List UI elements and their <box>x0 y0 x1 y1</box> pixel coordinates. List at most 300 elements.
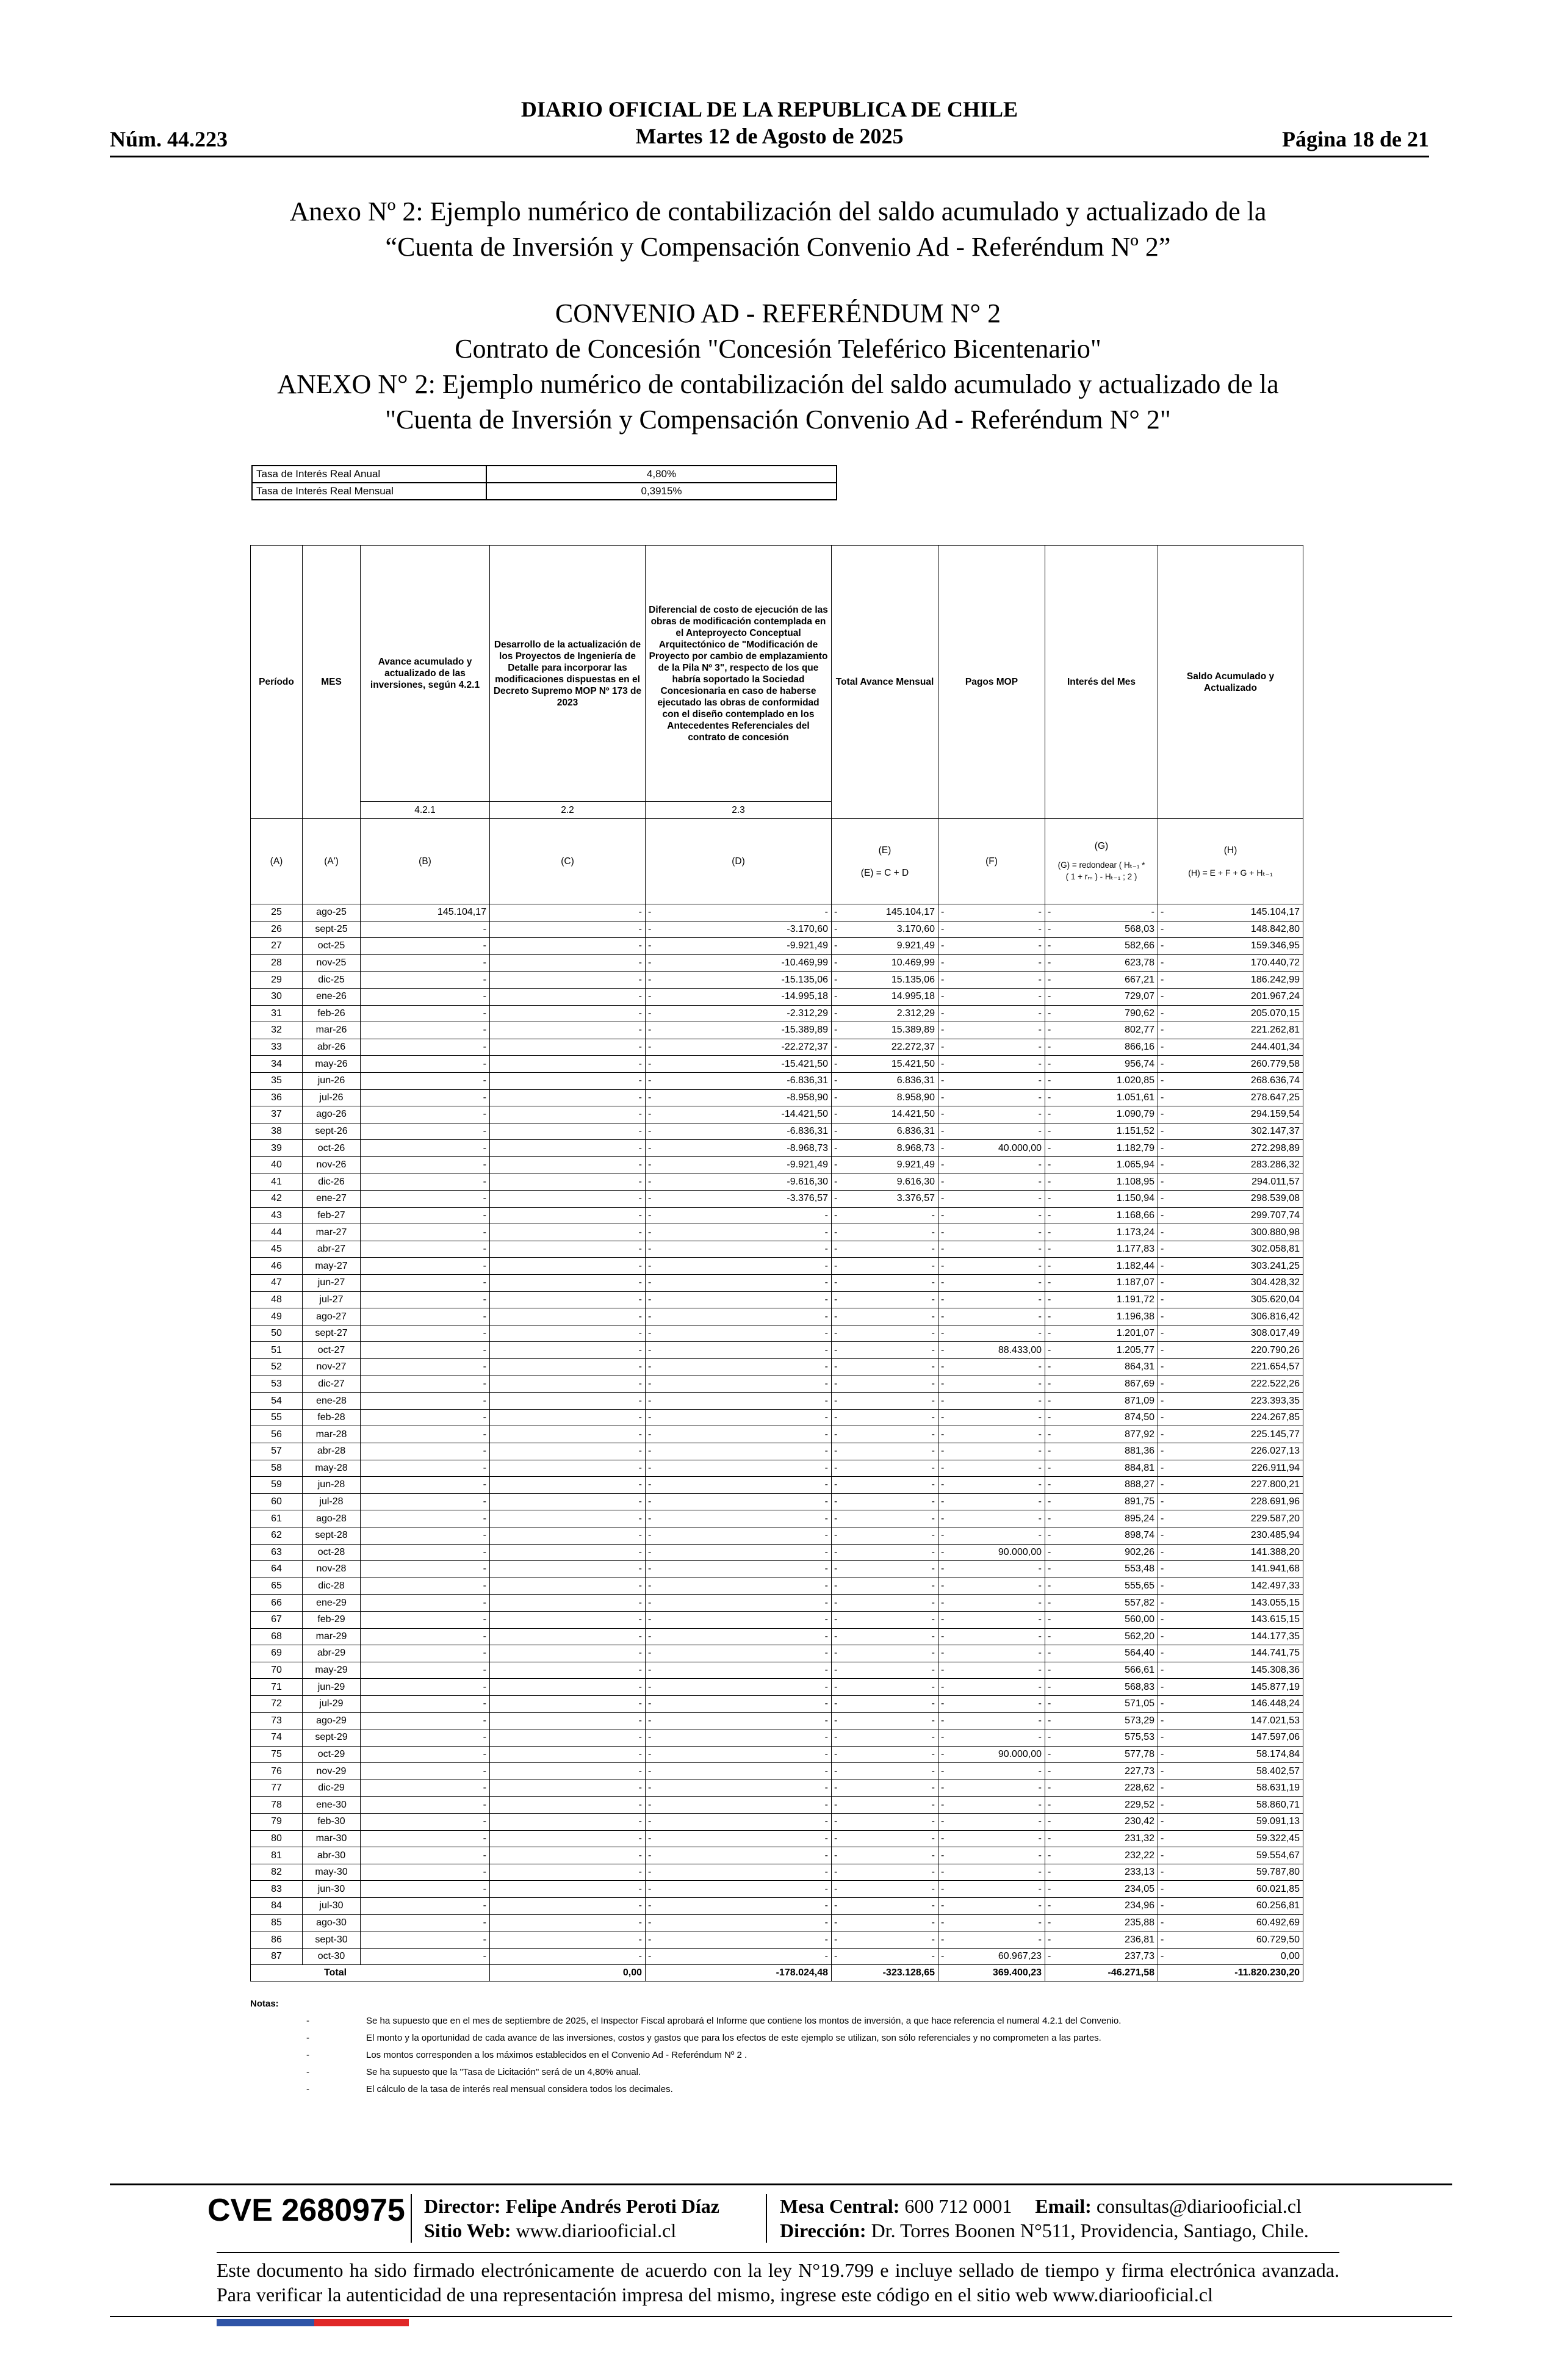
cell-periodo: 27 <box>251 938 303 955</box>
cell-d: - - <box>646 1830 832 1847</box>
cell-periodo: 34 <box>251 1056 303 1073</box>
cell-mes: nov-25 <box>303 954 361 972</box>
cell-c: - <box>490 1174 646 1191</box>
cell-b: - <box>361 1561 490 1578</box>
cell-d: - -10.469,99 <box>646 954 832 972</box>
cell-g: - 1.173,24 <box>1045 1224 1158 1241</box>
table-row <box>251 1140 1303 1157</box>
total-c: 0,00 <box>490 1965 646 1982</box>
cell-h: - 225.145,77 <box>1158 1426 1303 1443</box>
cell-d: - - <box>646 1595 832 1612</box>
cell-f: - - <box>938 954 1045 972</box>
cell-g: - 555,65 <box>1045 1578 1158 1595</box>
cell-f: - - <box>938 1460 1045 1477</box>
cell-h: - 226.027,13 <box>1158 1443 1303 1460</box>
cell-mes: ago-29 <box>303 1712 361 1729</box>
cell-b: - <box>361 1325 490 1342</box>
table-row <box>251 954 1303 972</box>
table-row <box>251 1325 1303 1342</box>
cell-g: - 898,74 <box>1045 1527 1158 1544</box>
cell-mes: ene-29 <box>303 1595 361 1612</box>
cell-h: - 170.440,72 <box>1158 954 1303 972</box>
cell-mes: feb-29 <box>303 1611 361 1628</box>
cell-e: - 6.836,31 <box>832 1072 938 1089</box>
col-header-f: Pagos MOP <box>938 546 1045 819</box>
cell-g: - 1.065,94 <box>1045 1156 1158 1174</box>
cell-g: - 1.168,66 <box>1045 1207 1158 1224</box>
rate-row-annual <box>252 466 837 483</box>
cell-g: - 1.182,79 <box>1045 1140 1158 1157</box>
cell-c: - <box>490 921 646 938</box>
site-line <box>424 2218 676 2243</box>
cell-c: - <box>490 1056 646 1073</box>
col-header-mes: MES <box>303 546 361 819</box>
cell-d: - - <box>646 1898 832 1915</box>
cell-f: - - <box>938 1022 1045 1039</box>
cell-h: - 60.492,69 <box>1158 1914 1303 1931</box>
cell-c: - <box>490 1881 646 1898</box>
cell-g: - 1.187,07 <box>1045 1275 1158 1292</box>
site-link[interactable]: www.diariooficial.cl <box>516 2220 677 2241</box>
flag-stripe-blue <box>217 2319 314 2326</box>
cell-g: - 234,05 <box>1045 1881 1158 1898</box>
doc-title-line4: "Cuenta de Inversión y Compensación Convenio Ad - Referéndum N° 2" <box>385 405 1171 435</box>
cell-mes: jul-29 <box>303 1695 361 1712</box>
letter-g: (G) <box>1094 841 1109 851</box>
cell-c: - <box>490 1662 646 1679</box>
cell-b: - <box>361 1763 490 1780</box>
cell-e: - - <box>832 1679 938 1696</box>
table-row <box>251 1493 1303 1510</box>
cell-f: - - <box>938 1426 1045 1443</box>
table-notes <box>250 1996 1288 2098</box>
cell-c: - <box>490 1106 646 1123</box>
cell-mes: nov-28 <box>303 1561 361 1578</box>
cell-mes: mar-27 <box>303 1224 361 1241</box>
cell-periodo: 46 <box>251 1258 303 1275</box>
cell-h: - 141.388,20 <box>1158 1544 1303 1561</box>
cell-c: - <box>490 1931 646 1949</box>
cell-c: - <box>490 1493 646 1510</box>
cell-g: - 236,81 <box>1045 1931 1158 1949</box>
cell-g: - - <box>1045 904 1158 921</box>
cell-periodo: 41 <box>251 1174 303 1191</box>
cell-g: - 1.108,95 <box>1045 1174 1158 1191</box>
cell-f: - - <box>938 1493 1045 1510</box>
cell-c: - <box>490 1847 646 1864</box>
cell-c: - <box>490 1443 646 1460</box>
site-label: Sitio Web: <box>424 2220 511 2241</box>
cell-f: - - <box>938 1611 1045 1628</box>
table-row <box>251 1595 1303 1612</box>
cell-b: - <box>361 1191 490 1208</box>
email-link[interactable]: consultas@diariooficial.cl <box>1096 2195 1302 2217</box>
table-row <box>251 1797 1303 1814</box>
cell-b: - <box>361 988 490 1005</box>
cell-periodo: 69 <box>251 1645 303 1662</box>
cell-periodo: 63 <box>251 1544 303 1561</box>
cell-f: - - <box>938 1477 1045 1494</box>
cell-f: - - <box>938 1072 1045 1089</box>
cell-d: - - <box>646 904 832 921</box>
cell-c: - <box>490 1258 646 1275</box>
cell-h: - 268.636,74 <box>1158 1072 1303 1089</box>
cell-f: - - <box>938 1376 1045 1393</box>
letter-c: (C) <box>490 819 646 904</box>
cell-e: - - <box>832 1275 938 1292</box>
total-g: -46.271,58 <box>1045 1965 1158 1982</box>
cell-c: - <box>490 1914 646 1931</box>
cell-d: - - <box>646 1376 832 1393</box>
cell-d: - -14.995,18 <box>646 988 832 1005</box>
cell-f: - - <box>938 1156 1045 1174</box>
cell-c: - <box>490 1376 646 1393</box>
cell-g: - 230,42 <box>1045 1814 1158 1831</box>
cell-h: - 60.729,50 <box>1158 1931 1303 1949</box>
cell-b: - <box>361 1847 490 1864</box>
cell-g: - 1.051,61 <box>1045 1089 1158 1106</box>
letter-f: (F) <box>938 819 1045 904</box>
table-row <box>251 1477 1303 1494</box>
cell-mes: oct-25 <box>303 938 361 955</box>
cell-f: - - <box>938 1864 1045 1881</box>
cell-b: - <box>361 1039 490 1056</box>
cell-d: - -9.921,49 <box>646 938 832 955</box>
cell-c: - <box>490 1595 646 1612</box>
cell-periodo: 39 <box>251 1140 303 1157</box>
cell-e: - - <box>832 1409 938 1426</box>
cell-g: - 902,26 <box>1045 1544 1158 1561</box>
cell-b: - <box>361 1695 490 1712</box>
cell-e: - 15.135,06 <box>832 972 938 989</box>
total-label: Total <box>251 1965 490 1982</box>
cell-mes: jul-26 <box>303 1089 361 1106</box>
cell-periodo: 79 <box>251 1814 303 1831</box>
cell-periodo: 82 <box>251 1864 303 1881</box>
cell-d: - - <box>646 1780 832 1797</box>
cell-d: - -22.272,37 <box>646 1039 832 1056</box>
cell-b: - <box>361 938 490 955</box>
table-row <box>251 1729 1303 1747</box>
cell-c: - <box>490 1780 646 1797</box>
cell-periodo: 80 <box>251 1830 303 1847</box>
table-row <box>251 1460 1303 1477</box>
cell-e: - - <box>832 1645 938 1662</box>
cell-c: - <box>490 1409 646 1426</box>
cell-mes: jul-27 <box>303 1291 361 1308</box>
cell-c: - <box>490 1039 646 1056</box>
cell-g: - 233,13 <box>1045 1864 1158 1881</box>
cell-e: - - <box>832 1931 938 1949</box>
cell-mes: may-29 <box>303 1662 361 1679</box>
cell-mes: oct-27 <box>303 1342 361 1359</box>
cell-periodo: 42 <box>251 1191 303 1208</box>
cell-e: - 3.170,60 <box>832 921 938 938</box>
cell-d: - - <box>646 1729 832 1747</box>
cell-periodo: 33 <box>251 1039 303 1056</box>
cell-mes: ene-26 <box>303 988 361 1005</box>
cell-g: - 867,69 <box>1045 1376 1158 1393</box>
cell-d: - -9.921,49 <box>646 1156 832 1174</box>
director-name: Felipe Andrés Peroti Díaz <box>505 2195 719 2217</box>
cell-g: - 232,22 <box>1045 1847 1158 1864</box>
table-row <box>251 1611 1303 1628</box>
footer-top-rule <box>110 2183 1452 2185</box>
cell-d: - -15.135,06 <box>646 972 832 989</box>
table-row <box>251 1881 1303 1898</box>
cell-mes: jul-28 <box>303 1493 361 1510</box>
cell-c: - <box>490 1359 646 1376</box>
formula-g-line1: (G) = redondear ( Hₜ₋₁ * <box>1057 860 1145 870</box>
cell-c: - <box>490 1191 646 1208</box>
cell-e: - - <box>832 1847 938 1864</box>
cell-g: - 571,05 <box>1045 1695 1158 1712</box>
cell-periodo: 86 <box>251 1931 303 1949</box>
cell-g: - 877,92 <box>1045 1426 1158 1443</box>
cell-b: - <box>361 1712 490 1729</box>
cell-d: - -9.616,30 <box>646 1174 832 1191</box>
cell-periodo: 47 <box>251 1275 303 1292</box>
cell-d: - -8.968,73 <box>646 1140 832 1157</box>
table-row <box>251 1864 1303 1881</box>
table-row <box>251 1426 1303 1443</box>
cell-h: - 0,00 <box>1158 1948 1303 1965</box>
cell-e: - - <box>832 1830 938 1847</box>
interest-rates-table <box>251 465 837 500</box>
table-row <box>251 1258 1303 1275</box>
col-header-d: Diferencial de costo de ejecución de las obras de modificación contemplada en el Anteproyecto Conceptual Arquitectónico de "Modificación de Proyecto por cambio de emplazamiento de la Pila Nº 3", respecto de los que habría soportado la Sociedad Concesionaria en caso de haberse ejecutado las obras de conformidad con el diseño contemplado en los Antecedentes Referenciales del contrato de concesión <box>646 546 832 802</box>
cell-b: - <box>361 1898 490 1915</box>
cell-e: - - <box>832 1477 938 1494</box>
cell-e: - - <box>832 1578 938 1595</box>
cell-c: - <box>490 1695 646 1712</box>
rate-label: Tasa de Interés Real Anual <box>252 466 486 483</box>
cell-b: - <box>361 1544 490 1561</box>
cell-mes: abr-26 <box>303 1039 361 1056</box>
cell-d: - -15.421,50 <box>646 1056 832 1073</box>
note-text: El cálculo de la tasa de interés real mensual considera todos los decimales. <box>366 2084 673 2094</box>
cell-periodo: 54 <box>251 1393 303 1410</box>
cell-c: - <box>490 1393 646 1410</box>
cell-c: - <box>490 988 646 1005</box>
cell-h: - 306.816,42 <box>1158 1308 1303 1325</box>
col-header-h: Saldo Acumulado y Actualizado <box>1158 546 1303 819</box>
cell-d: - - <box>646 1460 832 1477</box>
cell-periodo: 38 <box>251 1123 303 1140</box>
cell-d: - - <box>646 1679 832 1696</box>
cell-periodo: 74 <box>251 1729 303 1747</box>
cell-mes: dic-27 <box>303 1376 361 1393</box>
cell-e: - - <box>832 1359 938 1376</box>
cell-c: - <box>490 1864 646 1881</box>
cell-e: - - <box>832 1881 938 1898</box>
cell-d: - - <box>646 1426 832 1443</box>
cell-h: - 303.241,25 <box>1158 1258 1303 1275</box>
cell-f: - - <box>938 1106 1045 1123</box>
cell-mes: dic-26 <box>303 1174 361 1191</box>
cell-g: - 864,31 <box>1045 1359 1158 1376</box>
table-row <box>251 1847 1303 1864</box>
cell-b: - <box>361 1022 490 1039</box>
cell-d: - - <box>646 1258 832 1275</box>
cell-f: - - <box>938 1275 1045 1292</box>
cell-c: - <box>490 1241 646 1258</box>
cell-e: - - <box>832 1864 938 1881</box>
cell-d: - - <box>646 1881 832 1898</box>
cell-h: - 59.787,80 <box>1158 1864 1303 1881</box>
cell-h: - 159.346,95 <box>1158 938 1303 955</box>
cell-f: - - <box>938 972 1045 989</box>
cell-c: - <box>490 1578 646 1595</box>
total-h: -11.820.230,20 <box>1158 1965 1303 1982</box>
cell-g: - 884,81 <box>1045 1460 1158 1477</box>
cell-c: - <box>490 1123 646 1140</box>
cell-g: - 1.196,38 <box>1045 1308 1158 1325</box>
cell-g: - 956,74 <box>1045 1056 1158 1073</box>
cell-c: - <box>490 938 646 955</box>
cell-f: - - <box>938 1056 1045 1073</box>
cell-f: - - <box>938 1578 1045 1595</box>
cell-e: - - <box>832 1325 938 1342</box>
table-row <box>251 1645 1303 1662</box>
header-center <box>110 96 1429 150</box>
table-row <box>251 1191 1303 1208</box>
cell-h: - 304.428,32 <box>1158 1275 1303 1292</box>
rate-value: 0,3915% <box>486 483 837 500</box>
table-row <box>251 1578 1303 1595</box>
cell-c: - <box>490 1308 646 1325</box>
cell-periodo: 71 <box>251 1679 303 1696</box>
cell-c: - <box>490 1763 646 1780</box>
cell-periodo: 26 <box>251 921 303 938</box>
note-item: - Se ha supuesto que en el mes de septiembre de 2025, el Inspector Fiscal aprobará el Informe que contiene los montos de inversión, a que hace referencia el numeral 4.2.1 del Convenio. <box>306 2016 1122 2026</box>
cell-mes: ago-30 <box>303 1914 361 1931</box>
cell-f: - - <box>938 1830 1045 1847</box>
table-row <box>251 1948 1303 1965</box>
cell-f: - - <box>938 1645 1045 1662</box>
cell-h: - 145.308,36 <box>1158 1662 1303 1679</box>
cell-e: - - <box>832 1510 938 1527</box>
cell-h: - 58.860,71 <box>1158 1797 1303 1814</box>
cell-h: - 299.707,74 <box>1158 1207 1303 1224</box>
cell-h: - 294.159,54 <box>1158 1106 1303 1123</box>
cell-d: - - <box>646 1291 832 1308</box>
cell-g: - 1.150,94 <box>1045 1191 1158 1208</box>
cell-f: - - <box>938 1089 1045 1106</box>
footer-bottom-rule <box>110 2316 1452 2317</box>
cell-mes: ago-25 <box>303 904 361 921</box>
cell-mes: feb-28 <box>303 1409 361 1426</box>
col-header-periodo: Período <box>251 546 303 819</box>
cell-c: - <box>490 904 646 921</box>
cell-periodo: 55 <box>251 1409 303 1426</box>
table-row <box>251 921 1303 938</box>
cell-b: - <box>361 1072 490 1089</box>
cell-b: - <box>361 1460 490 1477</box>
cell-d: - - <box>646 1645 832 1662</box>
cell-mes: may-26 <box>303 1056 361 1073</box>
ref-c: 2.2 <box>490 802 646 819</box>
cell-e: - - <box>832 1914 938 1931</box>
table-row <box>251 1409 1303 1426</box>
legal-notice: Este documento ha sido firmado electrónicamente de acuerdo con la ley N°19.799 e incluye sellado de tiempo y firma electrónica avanzada. Para verificar la autenticidad de una representación impresa del mismo, ingrese este código en el sitio web www.diariooficial.cl <box>217 2259 1339 2306</box>
table-row <box>251 1359 1303 1376</box>
cell-e: - - <box>832 1544 938 1561</box>
total-e: -323.128,65 <box>832 1965 938 1982</box>
cell-mes: nov-29 <box>303 1763 361 1780</box>
cell-f: - - <box>938 1527 1045 1544</box>
flag-stripe-red <box>314 2319 409 2326</box>
cell-d: - - <box>646 1628 832 1645</box>
cell-periodo: 76 <box>251 1763 303 1780</box>
cell-f: - - <box>938 1443 1045 1460</box>
rate-value: 4,80% <box>486 466 837 483</box>
cell-mes: dic-29 <box>303 1780 361 1797</box>
director-line <box>424 2194 719 2218</box>
cell-periodo: 61 <box>251 1510 303 1527</box>
doc-title-line3: ANEXO N° 2: Ejemplo numérico de contabilización del saldo acumulado y actualizado de la <box>277 369 1279 399</box>
rate-row-monthly <box>252 483 837 500</box>
cell-mes: dic-28 <box>303 1578 361 1595</box>
cell-g: - 790,62 <box>1045 1005 1158 1022</box>
cell-b: - <box>361 1156 490 1174</box>
cell-periodo: 59 <box>251 1477 303 1494</box>
cell-d: - -2.312,29 <box>646 1005 832 1022</box>
cell-d: - - <box>646 1409 832 1426</box>
cell-g: - 729,07 <box>1045 988 1158 1005</box>
cell-d: - - <box>646 1561 832 1578</box>
cell-f: - - <box>938 988 1045 1005</box>
table-row <box>251 1628 1303 1645</box>
cell-h: - 227.800,21 <box>1158 1477 1303 1494</box>
table-row <box>251 1291 1303 1308</box>
cell-b: - <box>361 1948 490 1965</box>
notes-title: Notas: <box>250 1999 279 2009</box>
cell-c: - <box>490 1628 646 1645</box>
cell-periodo: 70 <box>251 1662 303 1679</box>
cell-mes: may-27 <box>303 1258 361 1275</box>
cell-c: - <box>490 1477 646 1494</box>
cell-b: - <box>361 1258 490 1275</box>
table-row <box>251 1393 1303 1410</box>
table-row <box>251 1695 1303 1712</box>
cell-b: - <box>361 1931 490 1949</box>
letter-d: (D) <box>646 819 832 904</box>
cell-f: - - <box>938 1258 1045 1275</box>
table-row <box>251 1544 1303 1561</box>
cell-g: - 575,53 <box>1045 1729 1158 1747</box>
total-row <box>251 1965 1303 1982</box>
cell-h: - 60.256,81 <box>1158 1898 1303 1915</box>
mesa-label: Mesa Central: <box>780 2195 900 2217</box>
cell-mes: feb-27 <box>303 1207 361 1224</box>
annex-title-line1: Anexo Nº 2: Ejemplo numérico de contabilización del saldo acumulado y actualizado de la <box>289 197 1267 226</box>
cell-d: - - <box>646 1611 832 1628</box>
cell-h: - 222.522,26 <box>1158 1376 1303 1393</box>
table-row <box>251 1527 1303 1544</box>
cell-h: - 60.021,85 <box>1158 1881 1303 1898</box>
account-balance-table <box>250 545 1303 1982</box>
cell-e: - 10.469,99 <box>832 954 938 972</box>
annex-title-line2: “Cuenta de Inversión y Compensación Convenio Ad - Referéndum Nº 2” <box>385 232 1171 262</box>
cell-h: - 145.104,17 <box>1158 904 1303 921</box>
cell-e: - - <box>832 1628 938 1645</box>
cell-e: - 15.421,50 <box>832 1056 938 1073</box>
cell-f: - - <box>938 1005 1045 1022</box>
cell-g: - 874,50 <box>1045 1409 1158 1426</box>
cell-periodo: 35 <box>251 1072 303 1089</box>
cell-h: - 223.393,35 <box>1158 1393 1303 1410</box>
